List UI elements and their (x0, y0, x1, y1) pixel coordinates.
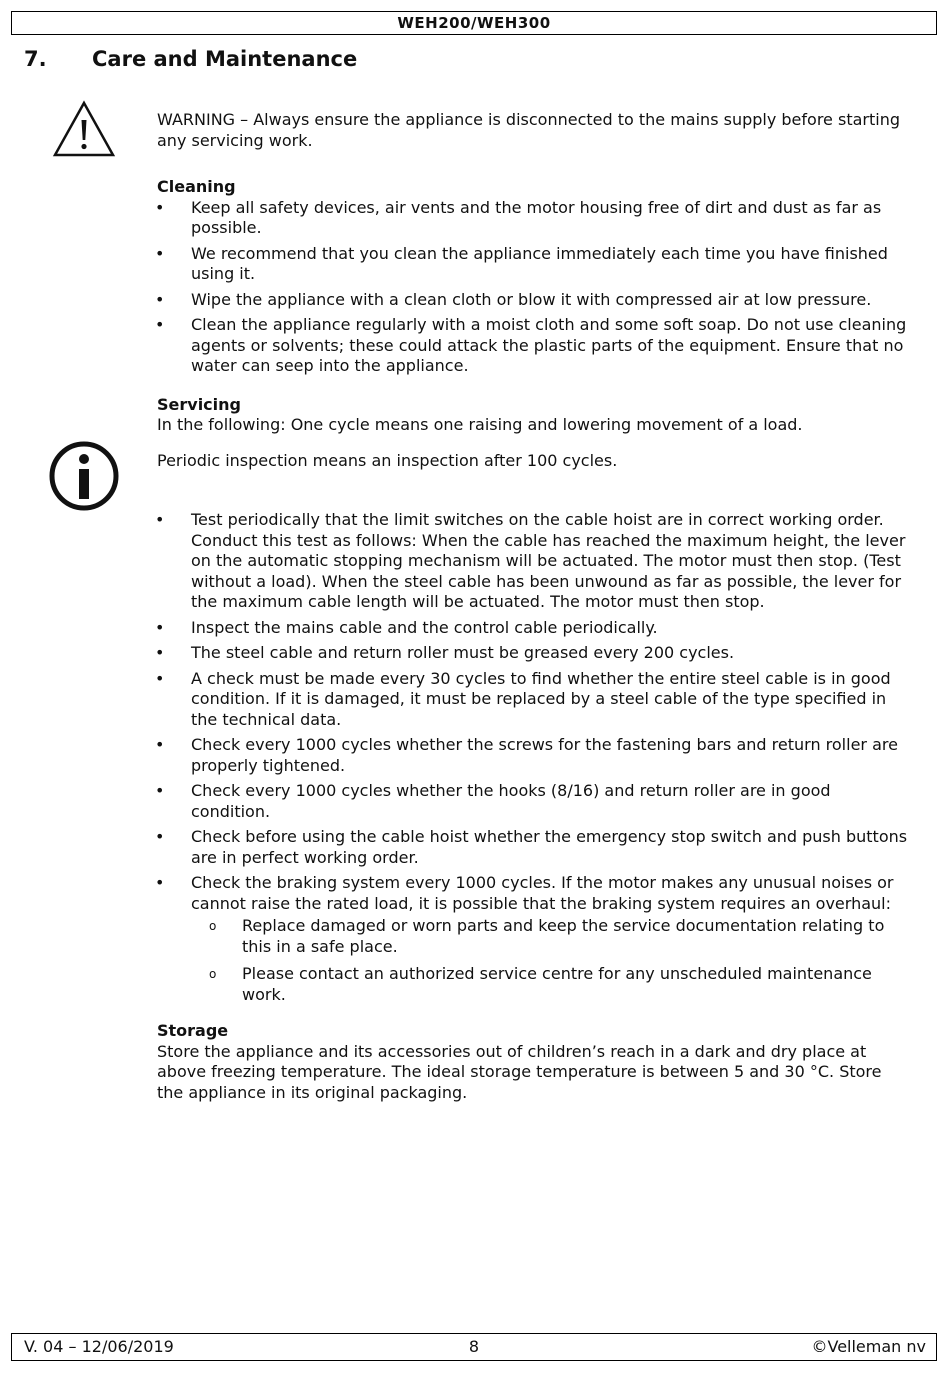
list-item: • Inspect the mains cable and the control cable periodically. (157, 618, 909, 639)
servicing-list (157, 510, 909, 1005)
page-footer (11, 1333, 937, 1361)
list-item: • Check every 1000 cycles whether the hooks (8/16) and return roller are in good condition. (157, 781, 909, 822)
servicing-intro-periodic: Periodic inspection means an inspection after 100 cycles. (157, 450, 618, 470)
cleaning-section (157, 177, 909, 377)
page-header (11, 11, 937, 35)
list-item: • Clean the appliance regularly with a moist cloth and some soft soap. Do not use cleaning agents or solvents; these could attack the plastic parts of the equipment. Ensure that no water can seep into the appliance. (157, 315, 909, 377)
storage-text: Store the appliance and its accessories out of children’s reach in a dark and dry place at above freezing temperature. The ideal storage temperature is between 5 and 30 °C. Store the appliance in its original packaging. (157, 1041, 882, 1102)
servicing-heading: Servicing (157, 394, 241, 414)
servicing-intro-cycle: In the following: One cycle means one raising and lowering movement of a load. (157, 415, 803, 434)
section-title (24, 44, 357, 74)
list-item: • Test periodically that the limit switches on the cable hoist are in correct working order. Conduct this test as follows: When the cable has reached the maximum height, the lever on the automatic stopping mechanism will be actuated. The motor must then stop. (Test without a load). When the steel cable has been unwound as far as possible, the lever for the maximum cable length will be actuated. The motor must then stop. (157, 510, 909, 613)
sub-list-item: o Please contact an authorized service centre for any unscheduled maintenance work. (191, 964, 909, 1005)
section-number: 7. (24, 47, 47, 71)
sub-list-item: o Replace damaged or worn parts and keep the service documentation relating to this in a safe place. (191, 916, 909, 957)
list-item: • Check before using the cable hoist whether the emergency stop switch and push buttons are in perfect working order. (157, 827, 909, 868)
list-item: • Wipe the appliance with a clean cloth or blow it with compressed air at low pressure. (157, 290, 909, 311)
storage-heading: Storage (157, 1021, 229, 1040)
list-item: • The steel cable and return roller must be greased every 200 cycles. (157, 643, 909, 664)
braking-text: Check the braking system every 1000 cycles. If the motor makes any unusual noises or cannot raise the rated load, it is possible that the braking system requires an overhaul: (191, 873, 894, 913)
copyright: ©Velleman nv (811, 1337, 926, 1356)
storage-section (157, 1021, 909, 1103)
page-number: 8 (468, 1337, 480, 1356)
info-icon (48, 440, 120, 512)
servicing-section (157, 395, 909, 1006)
model-name: WEH200/WEH300 (397, 14, 551, 32)
version-date: V. 04 – 12/06/2019 (24, 1337, 174, 1356)
braking-sublist (191, 916, 909, 1005)
list-item: • We recommend that you clean the appliance immediately each time you have finished using it. (157, 244, 909, 285)
list-item: • Check every 1000 cycles whether the screws for the fastening bars and return roller are properly tightened. (157, 735, 909, 776)
list-item: • Keep all safety devices, air vents and the motor housing free of dirt and dust as far as possible. (157, 198, 909, 239)
warning-triangle-icon (52, 100, 116, 158)
warning-text: WARNING – Always ensure the appliance is disconnected to the mains supply before starting any servicing work. (157, 110, 900, 150)
cleaning-heading: Cleaning (157, 177, 236, 196)
list-item: • A check must be made every 30 cycles to find whether the entire steel cable is in good condition. If it is damaged, it must be replaced by a steel cable of the type specified in the technical data. (157, 669, 909, 731)
content (157, 110, 909, 1103)
section-title-text: Care and Maintenance (92, 47, 358, 71)
list-item-braking (157, 873, 909, 1005)
cleaning-list (157, 198, 909, 377)
